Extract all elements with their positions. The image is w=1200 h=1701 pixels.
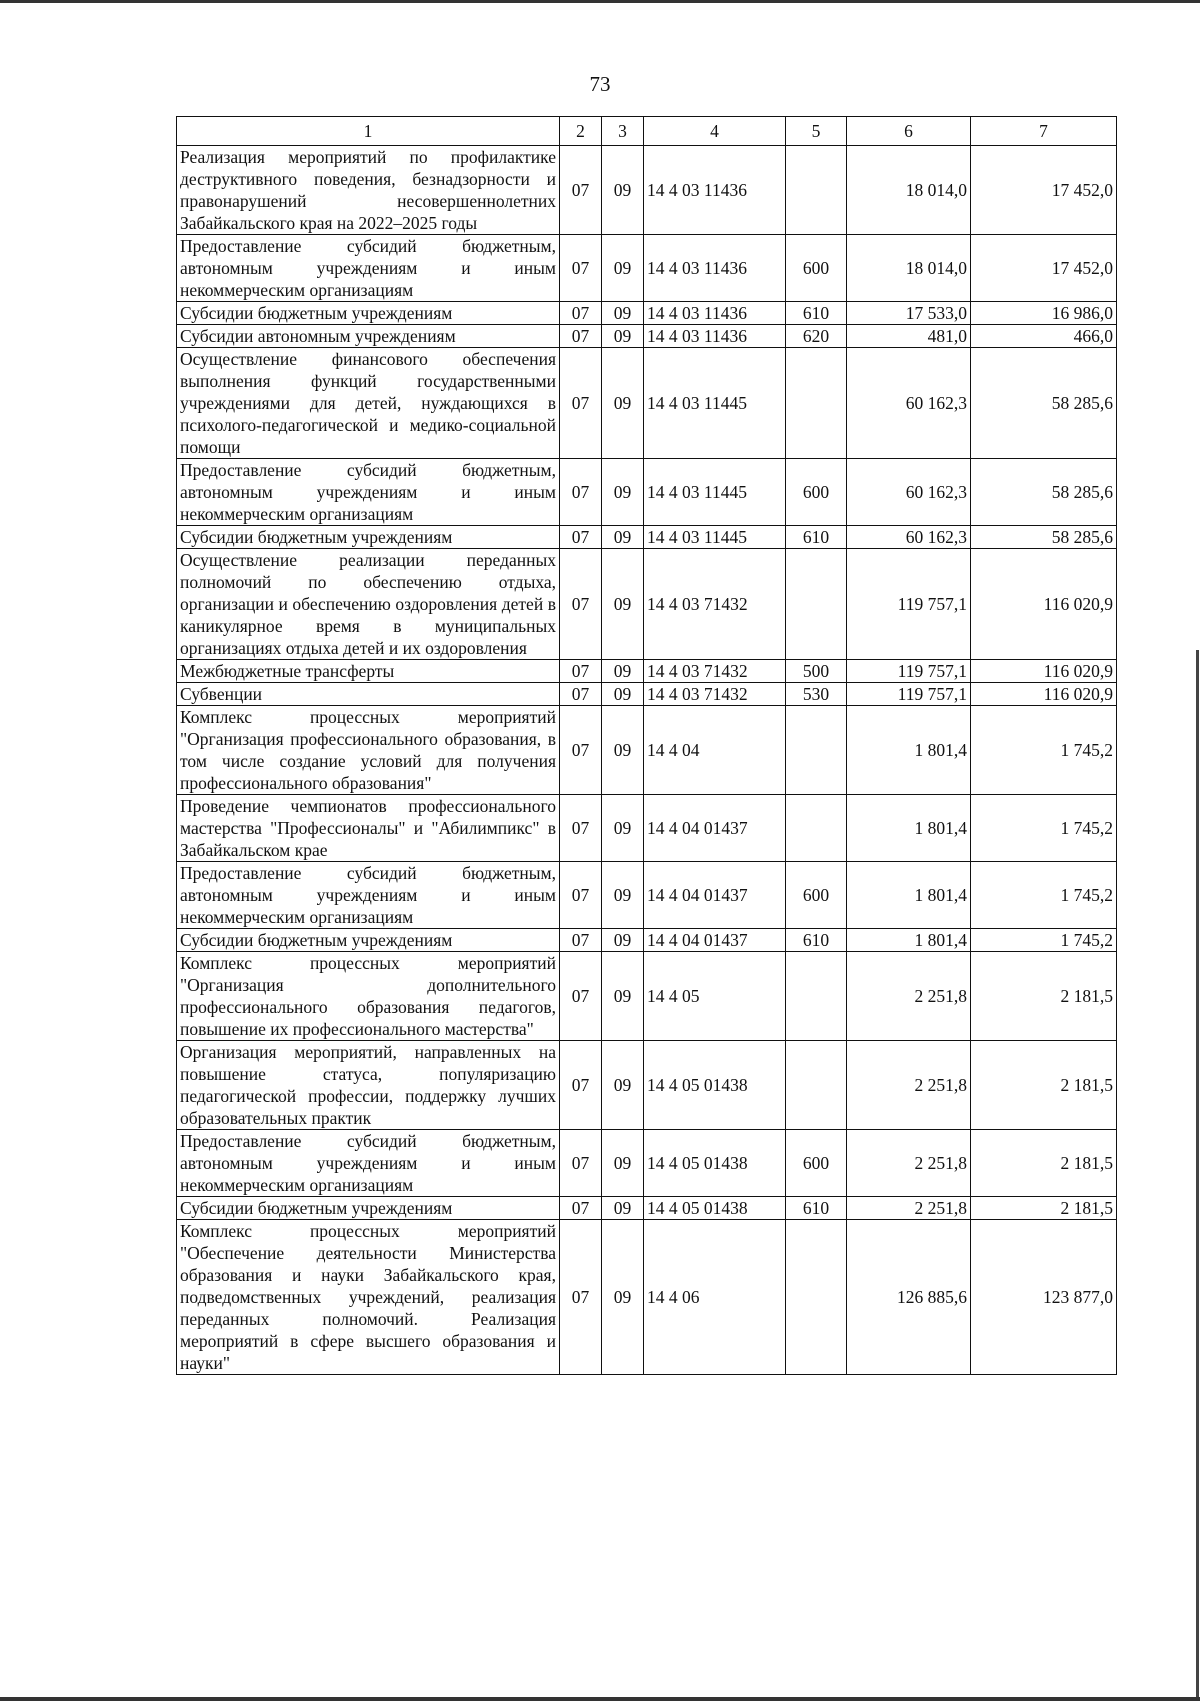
- scan-edge-bottom: [0, 1697, 1200, 1701]
- row-target-code: 14 4 03 11445: [644, 526, 786, 549]
- row-target-code: 14 4 03 71432: [644, 549, 786, 660]
- row-expense-type: 600: [786, 459, 847, 526]
- row-subsection: 09: [602, 235, 644, 302]
- column-header-1: 1: [177, 117, 560, 146]
- row-expense-type: 610: [786, 929, 847, 952]
- table-header: [177, 117, 1117, 146]
- table-row: [177, 325, 1117, 348]
- row-amount-col6: 119 757,1: [847, 683, 971, 706]
- row-amount-col6: 2 251,8: [847, 952, 971, 1041]
- row-target-code: 14 4 04: [644, 706, 786, 795]
- scan-edge-right: [1196, 650, 1199, 1700]
- row-section: 07: [560, 146, 602, 235]
- row-section: 07: [560, 660, 602, 683]
- column-header-5: 5: [786, 117, 847, 146]
- row-target-code: 14 4 03 71432: [644, 660, 786, 683]
- table-row: [177, 1197, 1117, 1220]
- row-amount-col6: 1 801,4: [847, 929, 971, 952]
- row-name: Комплекс процессных мероприятий "Организация дополнительного профессионального образования педагогов, повышение их профессионального мастерства": [177, 952, 560, 1041]
- row-name: Субсидии бюджетным учреждениям: [177, 526, 560, 549]
- row-expense-type: 610: [786, 1197, 847, 1220]
- row-target-code: 14 4 05: [644, 952, 786, 1041]
- row-expense-type: [786, 1220, 847, 1375]
- column-header-3: 3: [602, 117, 644, 146]
- row-subsection: 09: [602, 348, 644, 459]
- table-row: [177, 459, 1117, 526]
- row-name: Комплекс процессных мероприятий "Организация профессионального образования, в том числе создание условий для получения профессионального образования": [177, 706, 560, 795]
- scan-edge-top: [0, 0, 1200, 3]
- row-expense-type: 600: [786, 862, 847, 929]
- row-subsection: 09: [602, 862, 644, 929]
- row-amount-col6: 60 162,3: [847, 459, 971, 526]
- row-amount-col7: 466,0: [971, 325, 1117, 348]
- row-target-code: 14 4 03 11436: [644, 235, 786, 302]
- row-amount-col6: 1 801,4: [847, 706, 971, 795]
- row-section: 07: [560, 325, 602, 348]
- row-expense-type: 610: [786, 302, 847, 325]
- row-target-code: 14 4 03 11445: [644, 348, 786, 459]
- row-amount-col6: 2 251,8: [847, 1130, 971, 1197]
- table-row: [177, 683, 1117, 706]
- row-name: Предоставление субсидий бюджетным, автономным учреждениям и иным некоммерческим организациям: [177, 862, 560, 929]
- row-amount-col7: 2 181,5: [971, 952, 1117, 1041]
- row-section: 07: [560, 549, 602, 660]
- row-amount-col7: 1 745,2: [971, 795, 1117, 862]
- row-subsection: 09: [602, 795, 644, 862]
- column-header-6: 6: [847, 117, 971, 146]
- column-header-2: 2: [560, 117, 602, 146]
- row-subsection: 09: [602, 1130, 644, 1197]
- table-row: [177, 302, 1117, 325]
- table-row: [177, 952, 1117, 1041]
- row-amount-col6: 17 533,0: [847, 302, 971, 325]
- row-section: 07: [560, 952, 602, 1041]
- column-header-7: 7: [971, 117, 1117, 146]
- row-section: 07: [560, 795, 602, 862]
- row-subsection: 09: [602, 325, 644, 348]
- row-amount-col7: 2 181,5: [971, 1041, 1117, 1130]
- row-subsection: 09: [602, 146, 644, 235]
- row-name: Предоставление субсидий бюджетным, автономным учреждениям и иным некоммерческим организациям: [177, 235, 560, 302]
- row-name: Межбюджетные трансферты: [177, 660, 560, 683]
- row-amount-col6: 60 162,3: [847, 348, 971, 459]
- row-amount-col7: 116 020,9: [971, 683, 1117, 706]
- row-name: Субвенции: [177, 683, 560, 706]
- row-section: 07: [560, 862, 602, 929]
- row-amount-col6: 1 801,4: [847, 795, 971, 862]
- row-target-code: 14 4 05 01438: [644, 1197, 786, 1220]
- row-target-code: 14 4 03 11445: [644, 459, 786, 526]
- row-expense-type: 600: [786, 235, 847, 302]
- row-target-code: 14 4 03 11436: [644, 302, 786, 325]
- header-row: [177, 117, 1117, 146]
- row-expense-type: [786, 706, 847, 795]
- table-row: [177, 1041, 1117, 1130]
- row-subsection: 09: [602, 929, 644, 952]
- row-subsection: 09: [602, 952, 644, 1041]
- row-amount-col6: 1 801,4: [847, 862, 971, 929]
- row-subsection: 09: [602, 706, 644, 795]
- row-target-code: 14 4 06: [644, 1220, 786, 1375]
- row-amount-col6: 60 162,3: [847, 526, 971, 549]
- row-subsection: 09: [602, 302, 644, 325]
- row-amount-col7: 1 745,2: [971, 862, 1117, 929]
- row-section: 07: [560, 929, 602, 952]
- row-expense-type: 610: [786, 526, 847, 549]
- row-target-code: 14 4 03 11436: [644, 146, 786, 235]
- row-expense-type: [786, 348, 847, 459]
- table-row: [177, 1130, 1117, 1197]
- table-row: [177, 795, 1117, 862]
- row-subsection: 09: [602, 549, 644, 660]
- row-amount-col7: 1 745,2: [971, 706, 1117, 795]
- row-section: 07: [560, 683, 602, 706]
- row-subsection: 09: [602, 526, 644, 549]
- row-expense-type: [786, 146, 847, 235]
- row-section: 07: [560, 302, 602, 325]
- row-name: Реализация мероприятий по профилактике деструктивного поведения, безнадзорности и правонарушений несовершеннолетних Забайкальского края на 2022–2025 годы: [177, 146, 560, 235]
- row-section: 07: [560, 526, 602, 549]
- row-target-code: 14 4 04 01437: [644, 795, 786, 862]
- row-expense-type: [786, 952, 847, 1041]
- row-amount-col7: 1 745,2: [971, 929, 1117, 952]
- budget-table: [176, 116, 1117, 1375]
- row-amount-col7: 17 452,0: [971, 146, 1117, 235]
- row-amount-col7: 116 020,9: [971, 660, 1117, 683]
- row-name: Осуществление финансового обеспечения выполнения функций государственными учреждениями для детей, нуждающихся в психолого-педагогической и медико-социальной помощи: [177, 348, 560, 459]
- row-amount-col6: 119 757,1: [847, 660, 971, 683]
- table-row: [177, 526, 1117, 549]
- row-amount-col7: 123 877,0: [971, 1220, 1117, 1375]
- row-name: Предоставление субсидий бюджетным, автономным учреждениям и иным некоммерческим организациям: [177, 1130, 560, 1197]
- row-section: 07: [560, 706, 602, 795]
- table-row: [177, 146, 1117, 235]
- row-amount-col6: 126 885,6: [847, 1220, 971, 1375]
- row-name: Организация мероприятий, направленных на повышение статуса, популяризацию педагогической профессии, поддержку лучших образовательных практик: [177, 1041, 560, 1130]
- row-amount-col6: 18 014,0: [847, 235, 971, 302]
- row-name: Осуществление реализации переданных полномочий по обеспечению отдыха, организации и обеспечению оздоровления детей в каникулярное время в муниципальных организациях отдыха детей и их оздоровления: [177, 549, 560, 660]
- row-subsection: 09: [602, 1041, 644, 1130]
- row-target-code: 14 4 04 01437: [644, 929, 786, 952]
- row-section: 07: [560, 1130, 602, 1197]
- row-name: Проведение чемпионатов профессионального мастерства "Профессионалы" и "Абилимпикс" в Забайкальском крае: [177, 795, 560, 862]
- row-amount-col7: 16 986,0: [971, 302, 1117, 325]
- row-expense-type: [786, 795, 847, 862]
- row-expense-type: [786, 549, 847, 660]
- row-amount-col6: 2 251,8: [847, 1041, 971, 1130]
- row-subsection: 09: [602, 1220, 644, 1375]
- row-subsection: 09: [602, 660, 644, 683]
- row-target-code: 14 4 03 71432: [644, 683, 786, 706]
- row-name: Предоставление субсидий бюджетным, автономным учреждениям и иным некоммерческим организациям: [177, 459, 560, 526]
- row-expense-type: [786, 1041, 847, 1130]
- table-row: [177, 549, 1117, 660]
- table-body: [177, 146, 1117, 1375]
- row-expense-type: 600: [786, 1130, 847, 1197]
- row-amount-col7: 2 181,5: [971, 1197, 1117, 1220]
- row-amount-col7: 58 285,6: [971, 348, 1117, 459]
- row-amount-col6: 18 014,0: [847, 146, 971, 235]
- row-amount-col6: 481,0: [847, 325, 971, 348]
- row-amount-col7: 116 020,9: [971, 549, 1117, 660]
- row-name: Субсидии бюджетным учреждениям: [177, 929, 560, 952]
- table-row: [177, 235, 1117, 302]
- table-row: [177, 1220, 1117, 1375]
- row-name: Субсидии автономным учреждениям: [177, 325, 560, 348]
- row-expense-type: 620: [786, 325, 847, 348]
- row-target-code: 14 4 05 01438: [644, 1041, 786, 1130]
- table-row: [177, 706, 1117, 795]
- row-section: 07: [560, 235, 602, 302]
- row-target-code: 14 4 04 01437: [644, 862, 786, 929]
- column-header-4: 4: [644, 117, 786, 146]
- row-name: Субсидии бюджетным учреждениям: [177, 302, 560, 325]
- row-target-code: 14 4 03 11436: [644, 325, 786, 348]
- row-section: 07: [560, 1220, 602, 1375]
- row-subsection: 09: [602, 1197, 644, 1220]
- table-row: [177, 348, 1117, 459]
- row-section: 07: [560, 348, 602, 459]
- row-name: Комплекс процессных мероприятий "Обеспечение деятельности Министерства образования и науки Забайкальского края, подведомственных учреждений, реализация переданных полномочий. Реализация мероприятий в сфере высшего образования и науки": [177, 1220, 560, 1375]
- row-amount-col7: 58 285,6: [971, 526, 1117, 549]
- table-row: [177, 660, 1117, 683]
- row-amount-col7: 2 181,5: [971, 1130, 1117, 1197]
- row-subsection: 09: [602, 683, 644, 706]
- row-amount-col7: 17 452,0: [971, 235, 1117, 302]
- table-row: [177, 862, 1117, 929]
- row-target-code: 14 4 05 01438: [644, 1130, 786, 1197]
- row-amount-col6: 2 251,8: [847, 1197, 971, 1220]
- row-section: 07: [560, 459, 602, 526]
- row-amount-col6: 119 757,1: [847, 549, 971, 660]
- table-row: [177, 929, 1117, 952]
- row-amount-col7: 58 285,6: [971, 459, 1117, 526]
- row-section: 07: [560, 1041, 602, 1130]
- row-expense-type: 530: [786, 683, 847, 706]
- row-subsection: 09: [602, 459, 644, 526]
- row-section: 07: [560, 1197, 602, 1220]
- page-number: 73: [589, 72, 611, 96]
- row-name: Субсидии бюджетным учреждениям: [177, 1197, 560, 1220]
- row-expense-type: 500: [786, 660, 847, 683]
